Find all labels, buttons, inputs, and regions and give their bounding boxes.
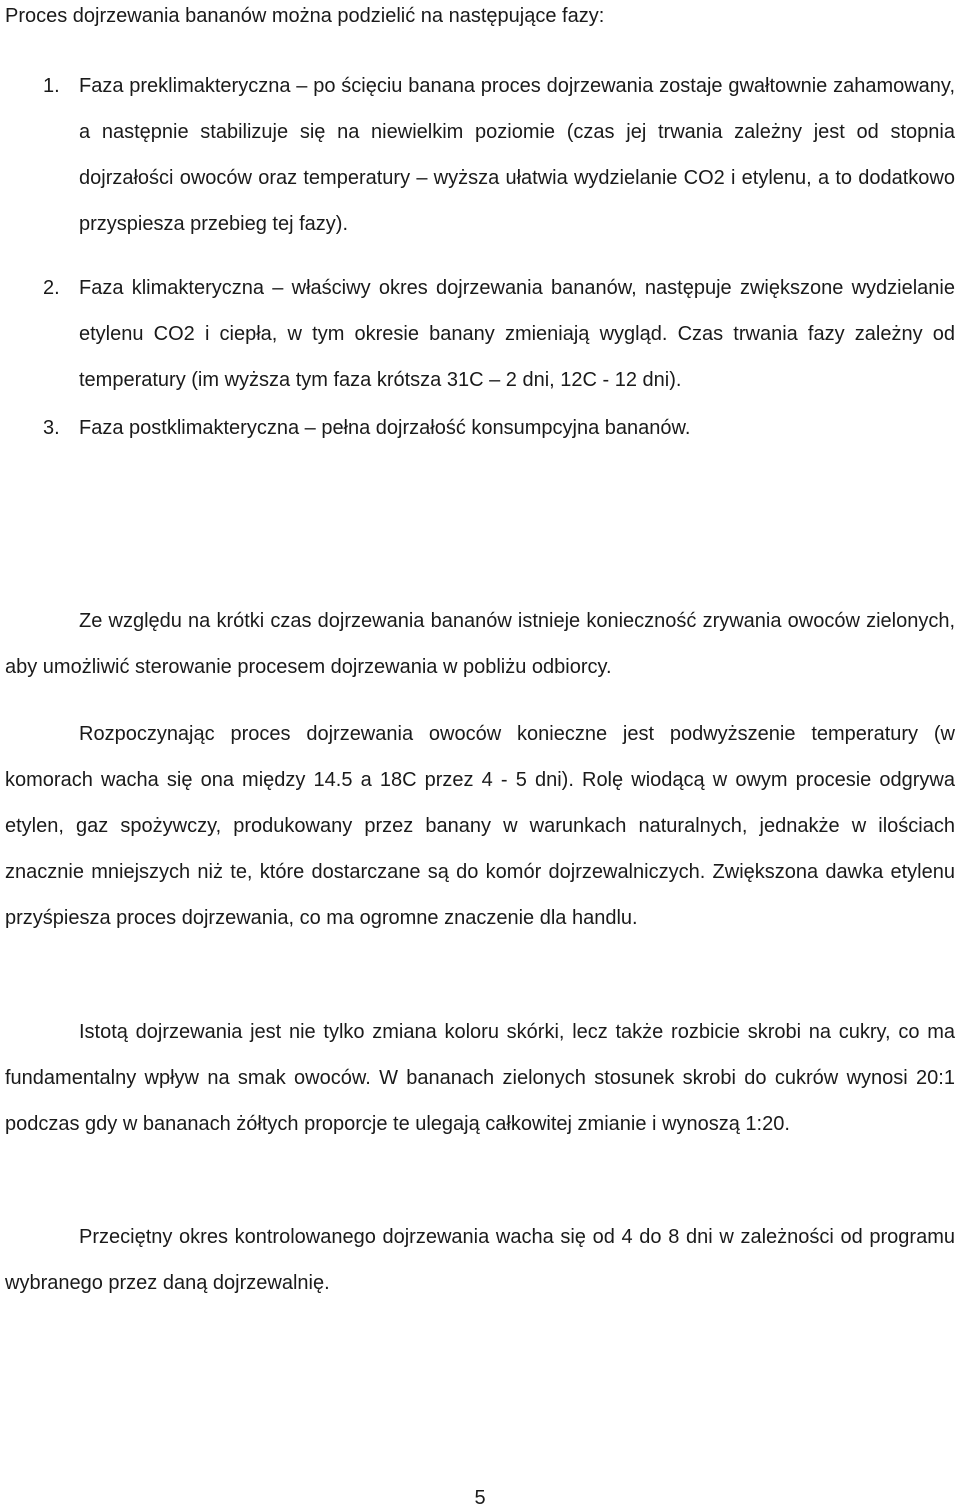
list-item-number: 3. [43, 417, 60, 439]
list-item-phase-2 [0, 265, 955, 403]
list-item-text: Faza postklimakteryczna – pełna dojrzałość konsumpcyjna bananów. [79, 417, 691, 439]
paragraph-starch: Istotą dojrzewania jest nie tylko zmiana koloru skórki, lecz także rozbicie skrobi na cukry, co ma fundamentalny wpływ na smak owoców. W bananach zielonych stosunek skrobi do cukrów wynosi 20:1 podczas gdy w bananach żółtych proporcje te ulegają całkowitej zmianie i wynoszą 1:20. [5, 1021, 955, 1135]
list-item-number: 1. [43, 75, 60, 97]
list-item-text: Faza klimakteryczna – właściwy okres dojrzewania bananów, następuje zwiększone wydzielanie etylenu CO2 i ciepła, w tym okresie banany zmieniają wygląd. Czas trwania fazy zależny od temperatury (im wyższa tym faza krótsza 31C – 2 dni, 12C - 12 dni). [79, 277, 955, 391]
page-number: 5 [474, 1487, 486, 1509]
list-item-text: Faza preklimakteryczna – po ścięciu banana proces dojrzewania zostaje gwałtownie zahamowany, a następnie stabilizuje się na niewielkim poziomie (czas jej trwania zależny jest od stopnia dojrzałości owoców oraz temperatury – wyższa ułatwia wydzielanie CO2 i etylenu, a to dodatkowo przyspiesza przebieg tej fazy). [79, 75, 955, 235]
list-item-phase-3 [0, 405, 955, 451]
paragraph-duration: Przeciętny okres kontrolowanego dojrzewania wacha się od 4 do 8 dni w zależności od programu wybranego przez daną dojrzewalnię. [5, 1226, 955, 1294]
paragraph-temperature: Rozpoczynając proces dojrzewania owoców konieczne jest podwyższenie temperatury (w komorach wacha się ona między 14.5 a 18C przez 4 - 5 dni). Rolę wiodącą w owym procesie odgrywa etylen, gaz spożywczy, produkowany przez banany w warunkach naturalnych, jednakże w ilościach znacznie mniejszych niż te, które dostarczane są do komór dojrzewalniczych. Zwiększona dawka etylenu przyśpiesza proces dojrzewania, co ma ogromne znaczenie dla handlu. [5, 723, 955, 929]
phase-list [0, 63, 955, 451]
paragraph-harvest: Ze względu na krótki czas dojrzewania bananów istnieje konieczność zrywania owoców zielonych, aby umożliwić sterowanie procesem dojrzewania w pobliżu odbiorcy. [5, 610, 955, 678]
intro-text: Proces dojrzewania bananów można podzielić na następujące fazy: [5, 5, 605, 27]
list-item-phase-1 [0, 63, 955, 247]
list-item-number: 2. [43, 277, 60, 299]
